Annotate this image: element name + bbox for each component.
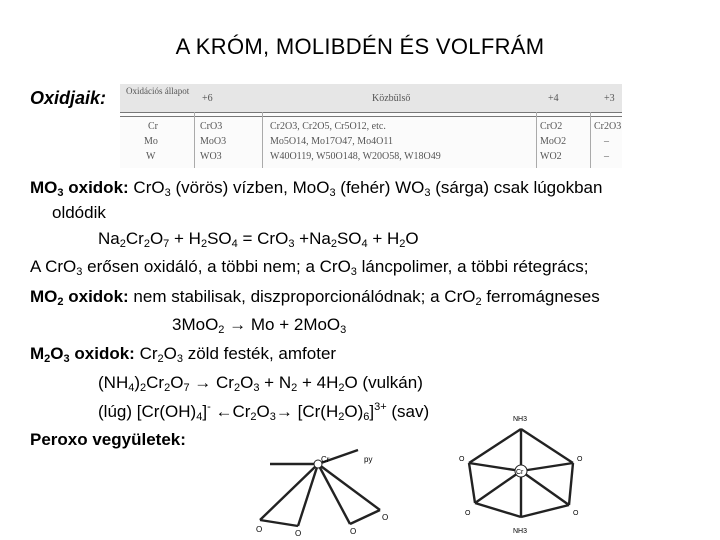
equation-2: 3MoO$_2$ → Mo + 2MoO$_3$ [172, 315, 347, 336]
m2o3-heading: $M_2O_3$ oxidok: [30, 344, 135, 365]
table-cell: W [146, 151, 156, 162]
table-cell: WO3 [200, 151, 222, 162]
atom-label: O [577, 456, 583, 463]
table-cell: CrO3 [200, 121, 223, 132]
table-cell: Cr2O3, Cr2O5, Cr5O12, etc. [270, 121, 386, 132]
mo2-heading: $MO_2$ oxidok: [30, 287, 129, 308]
equation-1: $Na_2Cr_2O_7 + H_2SO_4 = CrO_3 +Na_2SO_4 + H_2O$ [98, 229, 419, 250]
atom-label: O [573, 510, 579, 517]
line-cro3-note: A CrO$_3$ erősen oxidáló, a többi nem; a CrO$_3$ láncpolimer, a többi rétegrács; [30, 257, 589, 278]
equation-3: $(NH_4)_2Cr_2O_7 \to Cr_2O_3 + N_2 + 4H_2O$ (vulkán) [98, 373, 423, 394]
m2o3-text: $Cr_2O_3$ zöld festék, amfoter [139, 344, 337, 365]
mo3-heading: $MO_3$ oxidok: [30, 178, 129, 199]
right-bottom-label: NH3 [513, 528, 528, 535]
table-col-divider [590, 112, 591, 168]
table-col-divider [262, 112, 263, 168]
mo3-text: CrO$_3$ (vörös) vízben, MoO$_3$ (fehér) $WO_3$ (sárga) csak lúgokban [133, 178, 603, 199]
header-state: Oxidációs állapot [126, 86, 190, 96]
atom-label: O [382, 513, 389, 522]
table-cell: – [604, 151, 609, 162]
line-mo3 [30, 178, 602, 198]
table-cell: – [604, 136, 609, 147]
oxides-label: Oxidjaik: [30, 88, 107, 108]
header-plus6: +6 [202, 93, 213, 104]
equation-4: (lúg) $[Cr(OH)_4]^-$ $\leftarrow Cr_2O_3\to [Cr(H_2O)_6]^{3+}$ (sav) [98, 401, 430, 423]
mo2-text: nem stabilisak, diszproporcionálódnak; a CrO$_2$ ferromágneses [133, 287, 600, 308]
table-rule [120, 116, 622, 117]
atom-label: O [295, 529, 302, 538]
header-plus4: +4 [548, 93, 559, 104]
left-py-label: py [364, 455, 373, 464]
table-cell: W40O119, W50O148, W20O58, W18O49 [270, 151, 441, 162]
header-plus3: +3 [604, 93, 615, 104]
table-header-band [120, 84, 622, 112]
table-col-divider [536, 112, 537, 168]
atom-label: O [350, 527, 357, 536]
atom-label: O [459, 456, 465, 463]
peroxo-structure-right [455, 405, 595, 538]
table-col-divider [194, 112, 195, 168]
table-cell: Mo [144, 136, 158, 147]
table-cell: Cr [148, 121, 158, 132]
page-title: A KRÓM, MOLIBDÉN ÉS VOLFRÁM [175, 34, 545, 59]
peroxo-heading: Peroxo vegyületek: [30, 430, 186, 449]
table-cell: Mo5O14, Mo17O47, Mo4O11 [270, 136, 393, 147]
oxides-table [120, 84, 622, 168]
atom-label: O [256, 525, 263, 534]
header-middle: Közbülső [372, 93, 411, 104]
right-top-label: NH3 [513, 416, 528, 423]
table-cell: WO2 [540, 151, 562, 162]
line-mo2 [30, 287, 600, 307]
table-cell: CrO2 [540, 121, 563, 132]
table-cell: Cr2O3 [594, 121, 622, 132]
line-m2o3 [30, 344, 336, 364]
line-oldodik: oldódik [52, 203, 106, 222]
right-center-label: Cr [516, 469, 524, 476]
left-center-label: Cr [321, 455, 330, 464]
table-rule [120, 112, 622, 113]
atom-label: O [465, 510, 471, 517]
peroxo-structure-left [240, 428, 400, 538]
table-cell: MoO2 [540, 136, 567, 147]
table-cell: MoO3 [200, 136, 227, 147]
